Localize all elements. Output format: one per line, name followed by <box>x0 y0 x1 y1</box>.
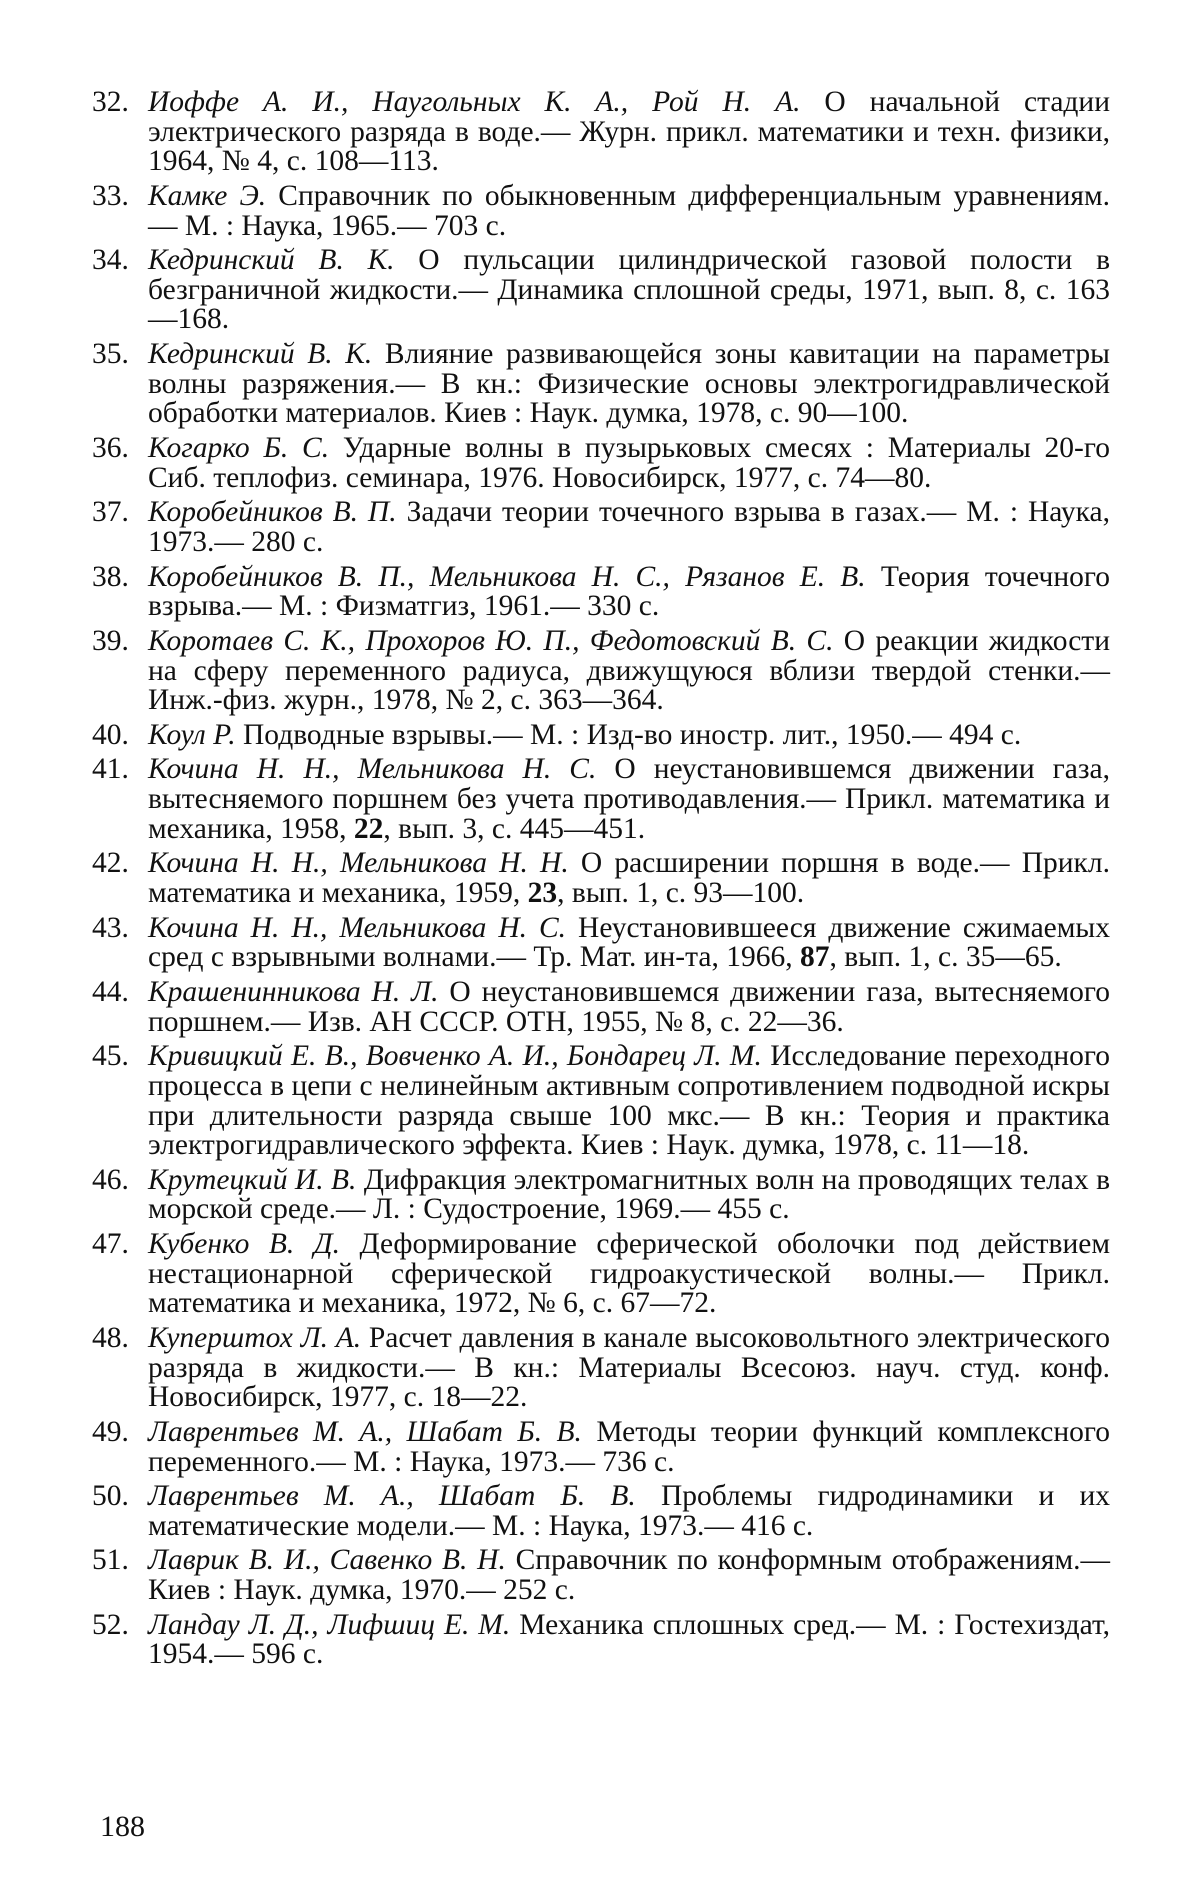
reference-body: Проблемы гидродинамики и их математические модели.— М. : Наука, 1973.— 416 с. <box>148 1480 1110 1542</box>
reference-body: Справочник по обыкновенным дифференциальным уравнениям.— М. : Наука, 1965.— 703 с. <box>148 179 1110 242</box>
reference-authors: Когарко Б. С. <box>148 432 330 465</box>
reference-body: О реакции жидкости на сферу переменного радиуса, движущуюся вблизи твердой стенки.— Инж.-физ. журн., 1978, № 2, с. 363—364. <box>148 624 1110 717</box>
reference-item <box>92 1415 1111 1478</box>
reference-text <box>148 1609 1110 1671</box>
reference-text <box>148 625 1110 716</box>
reference-text <box>148 86 1110 177</box>
reference-text <box>148 912 1110 974</box>
reference-text <box>148 976 1110 1038</box>
reference-text <box>148 753 1110 844</box>
reference-text <box>148 244 1110 335</box>
reference-text <box>148 1544 1110 1606</box>
reference-number: 51. <box>92 1544 129 1577</box>
reference-item <box>92 849 1110 908</box>
reference-body: Методы теории функций комплексного переменного.— М. : Наука, 1973.— 736 с. <box>148 1415 1111 1478</box>
reference-authors: Коротаев С. К., Прохоров Ю. П., Федотовский В. С. <box>148 624 834 657</box>
reference-item <box>92 911 1111 974</box>
reference-authors: Коробейников В. П., Мельникова Н. С., Рязанов Е. В. <box>148 560 866 593</box>
reference-body: Расчет давления в канале высоковольтного электрического разряда в жидкости.— В кн.: Материалы Всесоюз. науч. студ. конф. Новосибирск, 1977, с. 18—22. <box>148 1321 1110 1414</box>
reference-number: 48. <box>92 1321 129 1354</box>
reference-authors: Иоффе А. И., Наугольных К. А., Рой Н. А. <box>148 86 801 118</box>
reference-body: Механика сплошных сред.— М. : Гостехиздат, 1954.— 596 с. <box>148 1608 1110 1671</box>
reference-number: 35. <box>92 338 129 371</box>
reference-number: 50. <box>92 1480 129 1513</box>
reference-volume: 87 <box>799 941 830 974</box>
reference-body: Теория точечного взрыва.— М. : Физматгиз, 1961.— 330 с. <box>148 560 1110 623</box>
reference-item <box>92 1163 1110 1226</box>
reference-text <box>148 1040 1110 1161</box>
reference-authors: Кочина Н. Н., Мельникова Н. Н. <box>148 847 569 880</box>
reference-text <box>148 338 1110 429</box>
reference-number: 39. <box>92 624 129 657</box>
reference-number: 44. <box>92 975 129 1008</box>
reference-item <box>92 246 1110 335</box>
reference-text <box>148 1480 1110 1542</box>
reference-number: 33. <box>92 179 129 212</box>
reference-body: Деформирование сферической оболочки под действием нестационарной сферической гидроакустической волны.— Прикл. математика и механика, 1972, № 6, с. 67—72. <box>148 1228 1110 1320</box>
reference-body-end: , вып. 1, с. 35—65. <box>829 941 1062 974</box>
reference-text <box>148 432 1110 494</box>
reference-body: О неустановившемся движении газа, вытесняемого поршнем.— Изв. АН СССР. ОТН, 1955, № 8, с. 22—36. <box>148 975 1110 1038</box>
reference-item <box>92 340 1110 429</box>
reference-volume: 23 <box>527 877 558 910</box>
reference-number: 52. <box>92 1608 129 1641</box>
reference-authors: Кочина Н. Н., Мельникова Н. С. <box>148 911 567 944</box>
reference-authors: Коул Р. <box>148 718 236 751</box>
reference-body: О расширении поршня в воде.— Прикл. математика и механика, 1959, <box>148 847 1110 910</box>
reference-item <box>92 718 1110 751</box>
reference-text <box>148 1164 1110 1226</box>
reference-number: 46. <box>92 1163 129 1196</box>
reference-item <box>92 88 1110 177</box>
reference-item <box>92 1546 1110 1605</box>
reference-authors: Крутецкий И. В. <box>148 1163 357 1196</box>
reference-number: 37. <box>92 496 129 529</box>
reference-text <box>148 496 1110 558</box>
reference-volume: 22 <box>353 812 384 845</box>
reference-item <box>92 755 1110 844</box>
reference-text <box>148 719 1021 751</box>
reference-number: 47. <box>92 1228 129 1261</box>
reference-list <box>92 88 1110 1670</box>
reference-number: 40. <box>92 718 129 751</box>
reference-authors: Камке Э. <box>148 179 267 212</box>
reference-item <box>92 434 1110 493</box>
reference-text <box>148 1416 1110 1478</box>
reference-authors: Лаврик В. И., Савенко В. Н. <box>148 1544 506 1577</box>
reference-number: 41. <box>92 753 129 786</box>
reference-authors: Лаврентьев М. А., Шабат Б. В. <box>148 1480 636 1513</box>
reference-item <box>92 624 1110 717</box>
reference-body: Справочник по конформным отображениям.— Киев : Наук. думка, 1970.— 252 с. <box>148 1544 1110 1607</box>
reference-authors: Куперштох Л. А. <box>148 1321 362 1354</box>
reference-body: Задачи теории точечного взрыва в газах.— М. : Наука, 1973.— 280 с. <box>148 496 1110 558</box>
reference-text <box>148 1322 1110 1413</box>
reference-authors: Кубенко В. Д. <box>148 1228 340 1261</box>
reference-authors: Крашенинникова Н. Л. <box>148 975 439 1008</box>
reference-item <box>92 1042 1110 1161</box>
reference-body: О неустановившемся движении газа, вытесняемого поршнем без учета противодавления.— Прикл. математика и механика, 1958, <box>148 753 1110 845</box>
reference-authors: Коробейников В. П. <box>148 496 397 529</box>
reference-number: 32. <box>92 86 129 118</box>
reference-number: 42. <box>92 847 129 880</box>
reference-number: 36. <box>92 432 129 465</box>
reference-text <box>148 847 1110 909</box>
reference-item <box>92 1321 1110 1414</box>
reference-body: Неустановившееся движение сжимаемых сред с взрывными волнами.— Тр. Мат. ин-та, 1966, <box>148 911 1111 974</box>
reference-text <box>148 1228 1110 1319</box>
reference-item <box>92 1482 1110 1541</box>
reference-body: Ударные волны в пузырьковых смесях : Материалы 20-го Сиб. теплофиз. семинара, 1976. Новосибирск, 1977, с. 74—80. <box>148 432 1110 494</box>
reference-item <box>92 1230 1110 1319</box>
reference-number: 45. <box>92 1040 129 1073</box>
reference-text <box>148 561 1110 623</box>
reference-item <box>92 560 1110 623</box>
reference-body: Исследование переходного процесса в цепи с нелинейным активным сопротивлением подводной искры при длительности разряда свыше 100 мкс.— В кн.: Теория и практика электрогидравлического эффекта. Киев : Наук. думка, 1978, с. 11—18. <box>148 1040 1110 1162</box>
reference-number: 34. <box>92 244 129 277</box>
reference-authors: Кочина Н. Н., Мельникова Н. С. <box>148 753 597 786</box>
reference-text <box>148 180 1110 242</box>
reference-body: О пульсации цилиндрической газовой полости в безграничной жидкости.— Динамика сплошной среды, 1971, вып. 8, с. 163—168. <box>148 244 1110 336</box>
reference-authors: Кедринский В. К. <box>148 244 395 277</box>
reference-item <box>92 498 1110 557</box>
reference-body: Дифракция электромагнитных волн на проводящих телах в морской среде.— Л. : Судостроение, 1969.— 455 с. <box>148 1163 1110 1226</box>
reference-number: 49. <box>92 1415 129 1448</box>
reference-body: Подводные взрывы.— М. : Изд-во иностр. лит., 1950.— 494 с. <box>235 718 1022 751</box>
reference-item <box>92 1608 1110 1671</box>
reference-body: Влияние развивающейся зоны кавитации на параметры волны разряжения.— В кн.: Физические основы электрогидравлической обработки материалов. Киев : Наук. думка, 1978, с. 90—100. <box>148 338 1111 430</box>
reference-body-end: , вып. 3, с. 445—451. <box>383 812 646 845</box>
reference-body-end: , вып. 1, с. 93—100. <box>557 877 805 910</box>
reference-authors: Лаврентьев М. А., Шабат Б. В. <box>148 1415 582 1448</box>
reference-authors: Кедринский В. К. <box>148 338 373 371</box>
reference-number: 43. <box>92 911 129 944</box>
page-number: 188 <box>100 1810 145 1843</box>
reference-authors: Кривицкий Е. В., Вовченко А. И., Бондарец Л. М. <box>148 1040 762 1073</box>
reference-authors: Ландау Л. Д., Лифшиц Е. М. <box>148 1608 511 1641</box>
reference-body: О начальной стадии электрического разряда в воде.— Журн. прикл. математики и техн. физики, 1964, № 4, с. 108—113. <box>148 86 1110 178</box>
reference-number: 38. <box>92 560 129 593</box>
reference-item <box>92 975 1110 1038</box>
reference-item <box>92 179 1110 242</box>
